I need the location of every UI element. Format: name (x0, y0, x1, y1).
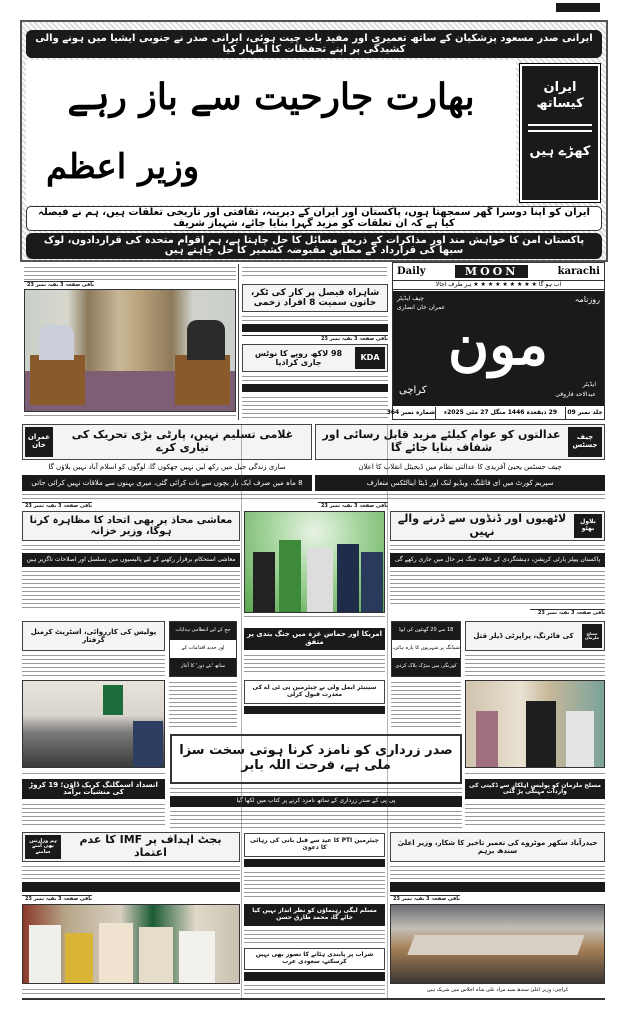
article-body-text (244, 928, 385, 946)
article-body-text (242, 314, 388, 322)
loadshed-line3: کورنگی میں سڑک بلاک کردی (392, 658, 460, 676)
editor-label: ایڈیٹر (582, 381, 596, 388)
article-body-text (24, 265, 236, 280)
women-meeting-photo (465, 680, 605, 768)
dark-strip (244, 859, 385, 867)
dealer-tag: مسلح ملزمان (582, 624, 602, 648)
headline-robbery: مسلح ملزمان کو پولیس اہلکار سے ڈکیتی کی واردات مہنگی پڑ گئی (465, 779, 605, 799)
headline-chief-justice (315, 424, 605, 460)
bb-strip: پاکستان پیپلز پارٹی کرپشن، دہشتگردی کے خلاف جنگ ہر حال میں جاری رکھے گی (390, 553, 605, 567)
fin-strip: معاشی استحکام برقرار رکھنے کے لیے پالیسیوں میں تسلسل اور اصلاحات ناگزیر ہیں (22, 553, 240, 567)
headline-motorway: حیدرآباد سکھر موٹروے کی تعمیر تاخیر کا شکار، وزیر اعلیٰ سندھ برہم (390, 832, 605, 862)
cabinet-meeting-photo (390, 904, 605, 984)
headline-tariq-hassan: مسلم لیگی رہنماؤں کو نظر انداز نہیں کیا جائے گا، محمد طارق حسن (244, 904, 385, 926)
photo-caption (22, 771, 165, 777)
continued-label: باقی صفحہ 3 بقیہ نمبر 23 (390, 895, 460, 902)
article-body-text (22, 569, 240, 609)
cj-tag: چیف جسٹس (568, 427, 602, 457)
masthead-urdu-logo: مون (447, 312, 548, 378)
imf-tag: ہم وزارتیں بھی آمنے سامنے (25, 835, 61, 859)
continued-label: باقی صفحہ 3 بقیہ نمبر 23 (24, 281, 94, 288)
article-body-text (22, 864, 240, 880)
continued-label: باقی صفحہ 3 بقیہ نمبر 23 (242, 335, 388, 342)
hajj-line3: ساتھ 'نئے دور' کا آغاز (170, 658, 236, 676)
headline-imran-khan (22, 424, 312, 460)
article-body-text (390, 543, 605, 552)
headline-farhat-babar: صدر زرداری کو نامزد کرنا ہوتی سخت سزا ملی ہے، فرحت اللہ بابر (170, 734, 462, 784)
photo-caption (465, 771, 605, 777)
headline-property-dealer (465, 621, 605, 651)
article-body-text (465, 653, 605, 677)
lead-kicker: ایرانی صدر مسعود پزشکیان کے ساتھ تعمیری اور مفید بات چیت ہوئی، ایرانی صدر نے جنوبی ایشیا میں ہونے والی کشیدگی پر اپنے تحفظات کا اظہار کیا (26, 30, 602, 58)
headline-kda (242, 344, 388, 372)
dealer-headline-text: کی فائرنگ، پراپرٹی ڈیلر قتل (473, 631, 574, 640)
article-body-text (390, 864, 605, 880)
chief-editor-name: عمران خان انصاری (397, 304, 446, 311)
loadshed-line1: 18 سے 20 گھنٹوں کی لوڈ (392, 622, 460, 640)
article-body-text (242, 265, 387, 277)
cj-strip: سپریم کورٹ میں ای فائلنگ، ویڈیو لنک اور ڈیٹا اینالٹکس متعارف (315, 475, 605, 491)
masthead-city-urdu: کراچی (399, 385, 427, 396)
headline-saudi-ban: شراب پر پابندی ہٹانے کا تصور بھی نہیں کرسکتے، سعودی عرب (244, 948, 385, 970)
article-body-text (391, 680, 461, 730)
article-body-text (242, 374, 388, 382)
meeting-photo (22, 680, 165, 768)
headline-car-accident: شاہراہ فیصل پر کار کی ٹکر، خاتون سمیت 8 افراد زخمی (242, 284, 388, 312)
bb-tag: بلاول بھٹو (574, 514, 602, 538)
hajj-line1: حج کے لیے انتظامی ہدایات (170, 622, 236, 640)
masthead (386, 262, 605, 420)
ik-tag: عمران خان (25, 427, 53, 457)
article-body-text (22, 543, 240, 552)
masthead-daily: Daily (397, 265, 426, 277)
cj-headline-text: عدالتوں کو عوام کیلئے مزید قابل رسائی اور شفاف بنایا جائے گا (322, 428, 561, 454)
ik-headline-text: غلامی تسلیم نہیں، پارٹی بڑی تحریک کی تیاری کرے (71, 428, 294, 454)
volume-number: جلد نمبر 09 (565, 407, 604, 419)
page-bottom-rule (22, 998, 605, 1000)
press-conference-photo (24, 289, 236, 412)
dark-strip (242, 384, 388, 392)
photo-caption (244, 614, 385, 619)
lead-side-box (520, 64, 600, 202)
headline-bilawal (390, 511, 605, 541)
lead-subhead-2: پاکستان امن کا خواہش مند اور مذاکرات کے ذریعے مسائل کا حل چاہتا ہے، ہم اقوام متحدہ کی قراردادوں، لوک سبھا کی قرارداد کے مطابق مقبوضہ کشمیر کا حل چاہتے ہیں (26, 233, 602, 259)
article-body-text (170, 786, 462, 794)
article-body-text (465, 802, 605, 828)
article-body-text (22, 492, 605, 501)
masthead-roznama: روزنامہ (574, 295, 600, 304)
headline-imf (22, 832, 240, 862)
cj-subhead: چیف جسٹس یحییٰ آفریدی کا عدالتی نظام میں ڈیجیٹل انقلاب کا اعلان (358, 462, 562, 471)
article-body-text (244, 870, 385, 900)
continued-label: باقی صفحہ 3 بقیہ نمبر 23 (530, 609, 605, 616)
photo-caption (24, 413, 236, 419)
article-body-text (169, 680, 237, 730)
lead-headline-attribution: وزیر اعظم (46, 147, 200, 187)
article-body-text (244, 983, 385, 995)
headline-aimal-wali: سینیٹر ایمل ولی نے چیئرمین پی ٹی اے کی معذرت قبول کرلی (244, 680, 385, 704)
farhat-strip: پی پی کے صدر زرداری کے ساتھ نامزد کرنے پر کتاب میں لکھا گیا (170, 796, 462, 807)
article-body-text (244, 653, 385, 673)
lead-subhead-1: ایران کو اپنا دوسرا گھر سمجھتا ہوں، پاکستان اور ایران کے دیرینہ، ثقافتی اور تاریخی تعلقات ہیں، ہم نے فیصلہ کیا ہے کہ ان تعلقات کو مزید گہرا بنایا جائے، شہباز شریف (26, 206, 602, 231)
article-body-text (242, 395, 388, 419)
article-body-text (170, 809, 462, 830)
article-body-text (22, 653, 165, 677)
lead-headline: بھارت جارحیت سے باز رہے (67, 76, 475, 118)
side-box-line1: ایران کیساتھ (536, 80, 584, 111)
masthead-tagline: اب ہو گا ★ ★ ★ ★ ★ ★ ★ ★ ★ ہر طرف اجالا (393, 280, 604, 290)
kda-tag: KDA (355, 347, 385, 369)
article-body-text (390, 569, 605, 607)
article-body-text (22, 802, 165, 828)
ik-subhead: ساری زندگی جیل میں رکھ لیں نہیں جھکوں گا، لوگوں کو اسلام آباد نہیں بلاؤں گا (48, 462, 286, 471)
dark-strip (242, 324, 388, 332)
photo-caption-bottom-right: کراچی: وزیر اعلیٰ سندھ سید مراد علی شاہ اجلاس میں شریک ہیں (426, 987, 569, 994)
headline-gaza-ceasefire: امریکا اور حماس غزہ میں جنگ بندی پر متفق (244, 628, 385, 650)
dark-strip (244, 972, 385, 981)
bb-headline-text: لاٹھیوں اور ڈنڈوں سے ڈرنے والے نہیں (397, 512, 567, 538)
issue-date: 29 ذیقعدہ 1446 منگل 27 مئی 2025ء (435, 407, 565, 419)
masthead-moon-logo: MOON (455, 265, 528, 278)
continued-label: باقی صفحہ 3 بقیہ نمبر 23 (22, 895, 92, 902)
loadshedding-box (391, 621, 461, 677)
lead-headline-area (26, 60, 516, 205)
hajj-line2: اور جدید اقدامات کے (181, 645, 225, 652)
headline-pti-chairman: چیئرمین PTI کا عید سے قبل بانی کی رہائی کا دعویٰ (244, 833, 385, 857)
dark-strip (390, 882, 605, 892)
kda-headline-text: 98 لاکھ روپے کا نوٹس جاری کرادیا (254, 348, 343, 367)
editor-name: عبدالاحد فاروقی (555, 391, 596, 398)
headline-police-arrest: پولیس کی کارروائی، اسٹریٹ کرمنل گرفتار (22, 621, 165, 651)
imf-headline-text: بجٹ اہداف پر IMF کا عدم اعتماد (79, 833, 222, 859)
trophy-ceremony-photo (244, 511, 385, 613)
ik-strip: 8 ماہ میں صرف ایک بار بچوں سے بات کرائی گئی، میری بہنوں سے ملاقات نہیں کرائی جاتی (22, 475, 312, 491)
masthead-logo-panel (393, 291, 604, 406)
side-box-line2: کھڑے ہیں (529, 144, 591, 159)
hajj-box (169, 621, 237, 677)
masthead-city: karachi (557, 265, 600, 277)
chief-editor-label: چیف ایڈیٹر (397, 295, 424, 302)
dark-strip (22, 882, 240, 892)
group-photo (22, 904, 240, 984)
photo-caption (22, 987, 240, 995)
dark-strip (244, 706, 385, 714)
continued-label: باقی صفحہ 3 بقیہ نمبر 23 (318, 502, 388, 509)
issue-number: شمارہ نمبر 364 (386, 409, 435, 416)
continued-label: باقی صفحہ 3 بقیہ نمبر 23 (22, 502, 92, 509)
headline-narcotics: انسداد اسمگلنگ کریک ڈاؤن؛ 19 کروڑ کی منشیات برآمد (22, 779, 165, 799)
loadshed-line2: شیڈنگ پر شہریوں کا پارہ ہائی، (392, 645, 460, 652)
price-label (556, 3, 600, 12)
headline-finance-minister: معاشی محاذ پر بھی اتحاد کا مظاہرہ کرنا ہوگا، وزیر خزانہ (22, 511, 240, 541)
